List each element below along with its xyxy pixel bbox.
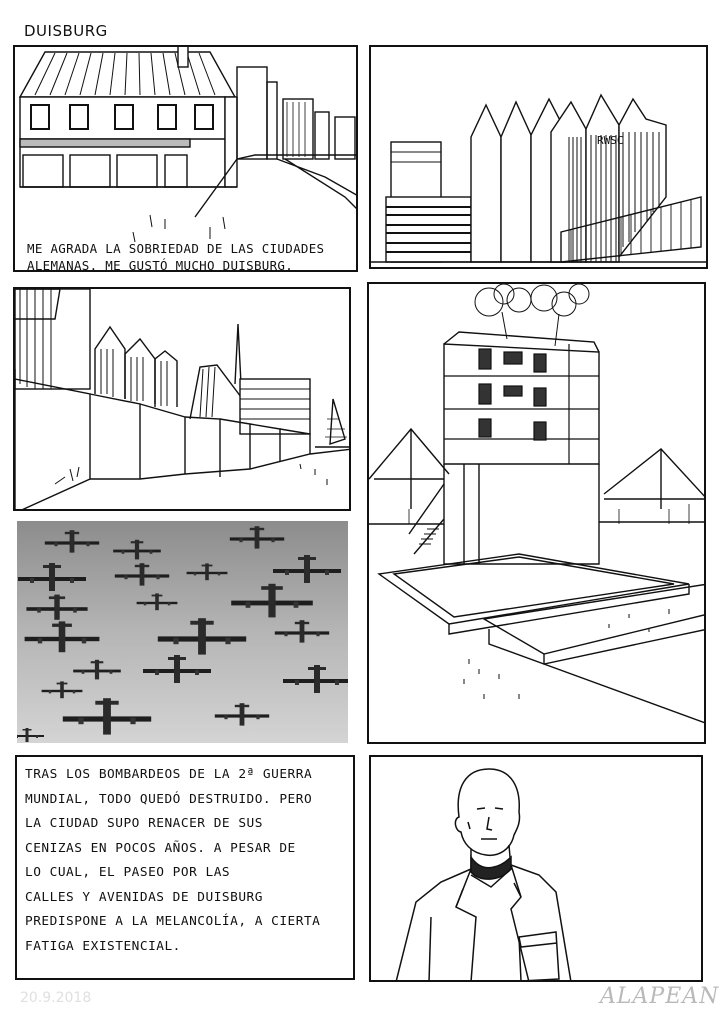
portrait-drawing bbox=[371, 757, 703, 982]
tower-drawing bbox=[369, 284, 706, 744]
history-line: MUNDIAL, TODO QUEDÓ DESTRUIDO. PERO bbox=[25, 791, 313, 807]
history-line: CALLES Y AVENIDAS DE DUISBURG bbox=[25, 889, 263, 905]
history-line: TRAS LOS BOMBARDEOS DE LA 2ª GUERRA bbox=[25, 767, 313, 782]
history-line: LA CIUDAD SUPO RENACER DE SUS bbox=[25, 816, 263, 831]
caption-line-2: ALEMANAS. ME GUSTÓ MUCHO DUISBURG. bbox=[27, 258, 294, 272]
panel-wall-street bbox=[13, 287, 351, 511]
history-line: FATIGA EXISTENCIAL. bbox=[25, 938, 181, 954]
panel-warehouses bbox=[369, 45, 708, 269]
history-line: LO CUAL, EL PASEO POR LAS bbox=[25, 865, 231, 880]
history-line: CENIZAS EN POCOS AÑOS. A PESAR DE bbox=[25, 840, 296, 856]
panel-history-text bbox=[15, 755, 355, 980]
panel-portrait bbox=[369, 755, 703, 982]
bombers-photo bbox=[17, 521, 348, 743]
history-line: PREDISPONE A LA MELANCOLÍA, A CIERTA bbox=[25, 914, 321, 929]
rwsc-sign: RWSC bbox=[597, 134, 624, 147]
panel-bombers-photo bbox=[17, 521, 348, 743]
wall-drawing bbox=[15, 289, 351, 511]
caption-line-1: ME AGRADA LA SOBRIEDAD DE LAS CIUDADES bbox=[27, 241, 325, 256]
panel-tower bbox=[367, 282, 706, 744]
street-drawing bbox=[15, 47, 358, 272]
page-title: DUISBURG bbox=[24, 22, 108, 40]
history-text bbox=[25, 763, 345, 959]
warehouses-drawing bbox=[371, 47, 708, 269]
panel-street-scene bbox=[13, 45, 358, 272]
artist-signature: ALAPEAN bbox=[600, 984, 720, 1009]
date-faint: 20.9.2018 bbox=[20, 990, 92, 1006]
